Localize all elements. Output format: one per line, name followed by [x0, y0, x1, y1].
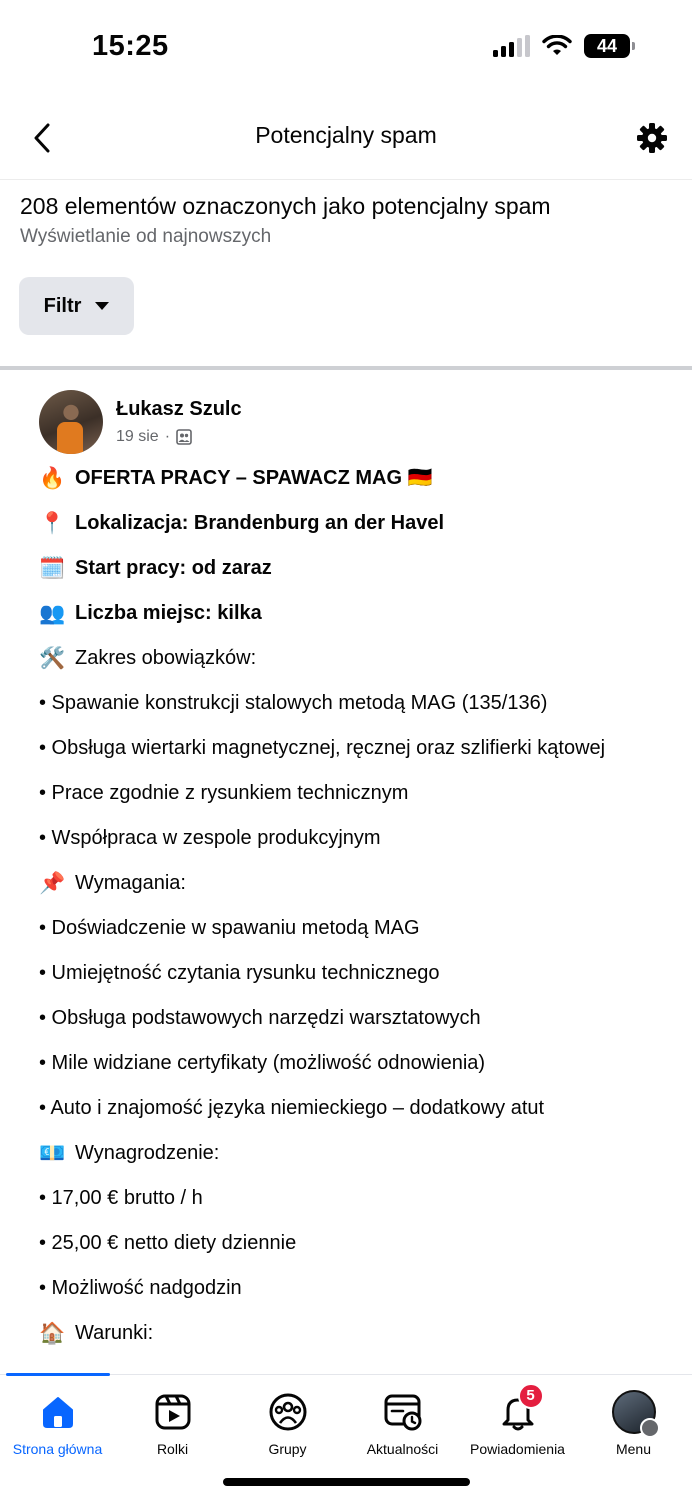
summary-title: 208 elementów oznaczonych jako potencjalny spam	[20, 193, 551, 219]
post-line	[39, 601, 659, 626]
post-line-text: • Spawanie konstrukcji stalowych metodą MAG (135/136)	[39, 692, 548, 714]
meta-separator: ·	[164, 428, 171, 445]
post-line-text: • Mile widziane certyfikaty (możliwość odnowienia)	[39, 1052, 486, 1074]
groups-icon	[268, 1392, 308, 1432]
nav-header	[0, 96, 692, 180]
post-meta	[116, 428, 192, 446]
post-line-text: • Auto i znajomość języka niemieckiego – dodatkowy atut	[39, 1097, 545, 1119]
wifi-icon	[542, 35, 572, 57]
post-line-text: • Obsługa podstawowych narzędzi warsztatowych	[39, 1007, 481, 1029]
notification-badge: 5	[518, 1383, 544, 1409]
tab-label: Powiadomienia	[470, 1441, 565, 1457]
emoji-icon: 🏠	[39, 1322, 66, 1345]
post-line-text: • 25,00 € netto diety dziennie	[39, 1232, 297, 1254]
emoji-icon: 📍	[39, 512, 66, 535]
post-line-text: OFERTA PRACY – SPAWACZ MAG 🇩🇪	[75, 467, 433, 489]
post-line	[39, 961, 659, 986]
post-line	[39, 511, 659, 536]
post-line	[39, 556, 659, 581]
post-line	[39, 916, 659, 941]
tab-label: Strona główna	[12, 1441, 103, 1457]
post-line	[39, 1231, 659, 1256]
news-feed-icon	[383, 1392, 423, 1432]
post-line	[39, 1321, 659, 1346]
tab-label: Menu	[615, 1441, 652, 1457]
home-icon	[39, 1393, 77, 1431]
group-audience-icon	[176, 429, 192, 445]
page-title: Potencjalny spam	[255, 122, 437, 148]
bottom-tab-bar	[0, 1374, 692, 1500]
spam-summary	[20, 190, 672, 248]
post-line	[39, 1096, 659, 1121]
caret-down-icon	[95, 302, 109, 310]
post-line	[39, 1186, 659, 1211]
status-time: 15:25	[92, 30, 169, 62]
emoji-icon: 📌	[39, 872, 66, 895]
emoji-icon: 🔥	[39, 467, 66, 490]
post-line	[39, 1276, 659, 1301]
status-bar	[0, 0, 692, 96]
status-icons	[493, 34, 630, 58]
post-line-text: • Obsługa wiertarki magnetycznej, ręcznej oraz szlifierki kątowej	[39, 737, 606, 759]
author-name[interactable]: Łukasz Szulc	[116, 398, 242, 420]
tab-notifications[interactable]	[460, 1389, 575, 1457]
emoji-icon: 🛠️	[39, 647, 66, 670]
post-line-text: • Prace zgodnie z rysunkiem technicznym	[39, 782, 409, 804]
battery-icon: 44	[584, 34, 630, 58]
post-line-text: • Współpraca w zespole produkcyjnym	[39, 827, 381, 849]
post-line-text: Start pracy: od zaraz	[75, 557, 272, 579]
post-line-text: • 17,00 € brutto / h	[39, 1187, 203, 1209]
cellular-signal-icon	[493, 35, 530, 57]
home-indicator	[223, 1478, 470, 1486]
post-line	[39, 736, 659, 761]
spam-post	[0, 370, 692, 1374]
post-line	[39, 646, 659, 671]
post-line	[39, 1006, 659, 1031]
post-line	[39, 1141, 659, 1166]
settings-button[interactable]	[632, 118, 672, 158]
post-line	[39, 781, 659, 806]
post-line	[39, 1051, 659, 1076]
post-line	[39, 466, 659, 491]
post-line-text: Warunki:	[75, 1322, 154, 1344]
emoji-icon: 💶	[39, 1142, 66, 1165]
filter-label: Filtr	[43, 294, 82, 317]
summary-subtitle: Wyświetlanie od najnowszych	[20, 226, 272, 247]
post-date[interactable]: 19 sie	[116, 428, 159, 445]
post-line-text: Wynagrodzenie:	[75, 1142, 220, 1164]
post-line-text: Zakres obowiązków:	[75, 647, 257, 669]
emoji-icon: 👥	[39, 602, 66, 625]
post-line	[39, 871, 659, 896]
tab-home[interactable]	[0, 1389, 115, 1457]
author-avatar[interactable]	[39, 390, 103, 454]
gear-icon	[636, 122, 668, 154]
post-body	[39, 466, 659, 1366]
post-line-text: Lokalizacja: Brandenburg an der Havel	[75, 512, 444, 534]
tab-reels[interactable]	[115, 1389, 230, 1457]
post-line-text: Wymagania:	[75, 872, 186, 894]
profile-avatar	[612, 1390, 656, 1434]
post-line-text: Liczba miejsc: kilka	[75, 602, 262, 624]
post-line-text: • Możliwość nadgodzin	[39, 1277, 242, 1299]
filter-button[interactable]	[19, 277, 134, 335]
tab-groups[interactable]	[230, 1389, 345, 1457]
emoji-icon: 🗓️	[39, 557, 66, 580]
reels-icon	[154, 1393, 192, 1431]
tab-label: Grupy	[268, 1441, 307, 1457]
tab-label: Aktualności	[366, 1441, 439, 1457]
tab-label: Rolki	[156, 1441, 189, 1457]
post-line	[39, 826, 659, 851]
post-line-text: • Doświadczenie w spawaniu metodą MAG	[39, 917, 420, 939]
tab-news-feed[interactable]	[345, 1389, 460, 1457]
tab-menu[interactable]	[576, 1389, 691, 1457]
post-line-text: • Umiejętność czytania rysunku technicznego	[39, 962, 440, 984]
menu-lines-icon	[640, 1418, 660, 1438]
active-tab-indicator	[6, 1373, 110, 1376]
post-line	[39, 691, 659, 716]
